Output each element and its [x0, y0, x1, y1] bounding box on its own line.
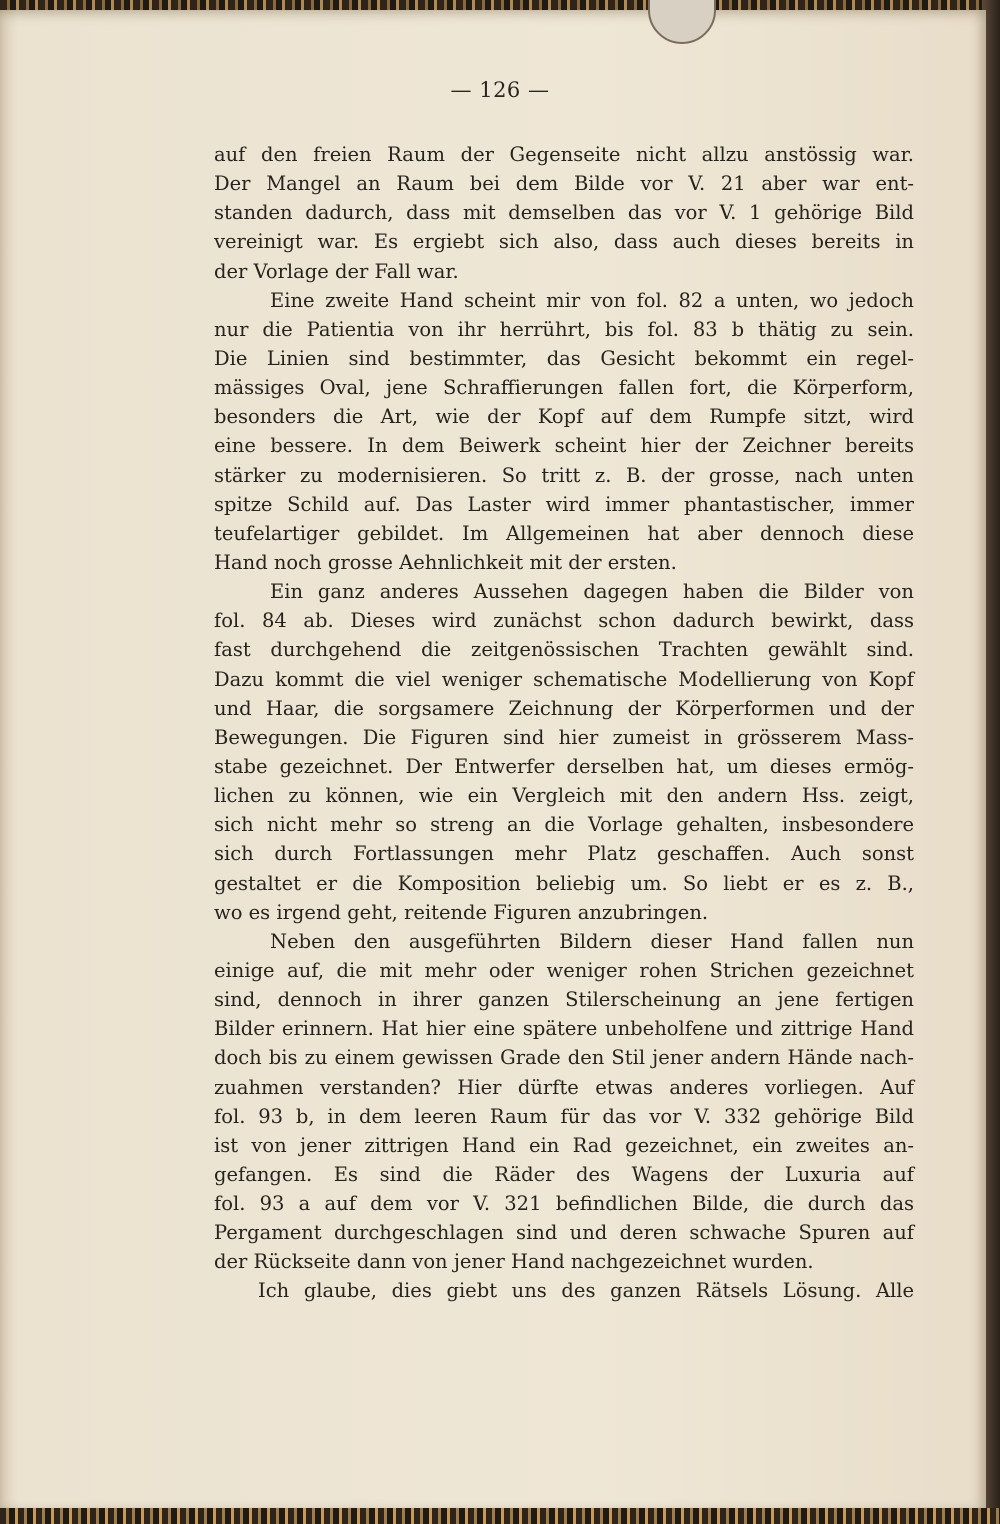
text-line: Dazu kommt die viel weniger schematische Modellierung von Kopf	[214, 667, 914, 691]
text-line: zuahmen verstanden? Hier dürfte etwas anderes vorliegen. Auf	[214, 1075, 914, 1099]
text-line: doch bis zu einem gewissen Grade den Stil jener andern Hände nach-	[214, 1046, 914, 1070]
text-line: spitze Schild auf. Das Laster wird immer phantastischer, immer	[214, 492, 914, 516]
marbled-bottom-edge	[0, 1508, 1000, 1524]
text-line: fol. 93 b, in dem leeren Raum für das vor V. 332 gehörige Bild	[214, 1104, 914, 1128]
paragraph-start-line: Eine zweite Hand scheint mir von fol. 82 a unten, wo jedoch	[270, 288, 914, 312]
body-text	[214, 140, 914, 1306]
text-line: vereinigt war. Es ergiebt sich also, dass auch dieses bereits in	[214, 230, 914, 254]
text-line: teufelartiger gebildet. Im Allgemeinen hat aber dennoch diese	[214, 521, 914, 545]
text-line: gefangen. Es sind die Räder des Wagens der Luxuria auf	[214, 1162, 914, 1186]
paragraph-start-line: Neben den ausgeführten Bildern dieser Hand fallen nun	[270, 929, 914, 953]
text-line: wo es irgend geht, reitende Figuren anzubringen.	[214, 900, 709, 924]
text-line: lichen zu können, wie ein Vergleich mit den andern Hss. zeigt,	[214, 784, 914, 808]
text-line: der Rückseite dann von jener Hand nachgezeichnet wurden.	[214, 1250, 814, 1274]
text-line: nur die Patientia von ihr herrührt, bis fol. 83 b thätig zu sein.	[214, 317, 914, 341]
text-line: fol. 93 a auf dem vor V. 321 befindlichen Bilde, die durch das	[214, 1192, 914, 1216]
text-line: mässiges Oval, jene Schraffierungen fallen fort, die Körperform,	[214, 376, 914, 400]
text-line: Bilder erinnern. Hat hier eine spätere unbeholfene und zittrige Hand	[214, 1017, 914, 1041]
paragraph-start-line: Ich glaube, dies giebt uns des ganzen Rätsels Lösung. Alle	[258, 1279, 914, 1303]
text-line: sich nicht mehr so streng an die Vorlage gehalten, insbesondere	[214, 813, 914, 837]
text-line: eine bessere. In dem Beiwerk scheint hier der Zeichner bereits	[214, 434, 914, 458]
text-line: der Vorlage der Fall war.	[214, 259, 459, 283]
text-line: gestaltet er die Komposition beliebig um. So liebt er es z. B.,	[214, 871, 914, 895]
text-line: sind, dennoch in ihrer ganzen Stilerscheinung an jene fertigen	[214, 988, 914, 1012]
text-line: Bewegungen. Die Figuren sind hier zumeist in grösserem Mass-	[214, 725, 914, 749]
text-line: fol. 84 ab. Dieses wird zunächst schon dadurch bewirkt, dass	[214, 609, 914, 633]
paragraph-start-line: Ein ganz anderes Aussehen dagegen haben die Bilder von	[270, 580, 914, 604]
clip-mark	[648, 0, 716, 44]
text-line: Hand noch grosse Aehnlichkeit mit der ersten.	[214, 550, 677, 574]
text-line: einige auf, die mit mehr oder weniger rohen Strichen gezeichnet	[214, 958, 914, 982]
text-line: und Haar, die sorgsamere Zeichnung der Körperformen und der	[214, 696, 914, 720]
text-line: auf den freien Raum der Gegenseite nicht allzu anstössig war.	[214, 143, 914, 166]
text-line: sich durch Fortlassungen mehr Platz geschaffen. Auch sonst	[214, 842, 914, 866]
page-number: — 126 —	[450, 78, 550, 102]
text-line: Pergament durchgeschlagen sind und deren schwache Spuren auf	[214, 1221, 914, 1245]
text-line: ist von jener zittrigen Hand ein Rad gezeichnet, ein zweites an-	[214, 1133, 914, 1157]
text-line: Der Mangel an Raum bei dem Bilde vor V. 21 aber war ent-	[214, 172, 914, 196]
text-line: standen dadurch, dass mit demselben das vor V. 1 gehörige Bild	[214, 201, 914, 225]
text-line: stärker zu modernisieren. So tritt z. B. der grosse, nach unten	[214, 463, 914, 487]
text-line: stabe gezeichnet. Der Entwerfer derselben hat, um dieses ermög-	[214, 754, 914, 778]
text-line: besonders die Art, wie der Kopf auf dem Rumpfe sitzt, wird	[214, 405, 914, 429]
text-line: Die Linien sind bestimmter, das Gesicht bekommt ein regel-	[214, 346, 914, 370]
text-line: fast durchgehend die zeitgenössischen Trachten gewählt sind.	[214, 638, 914, 662]
